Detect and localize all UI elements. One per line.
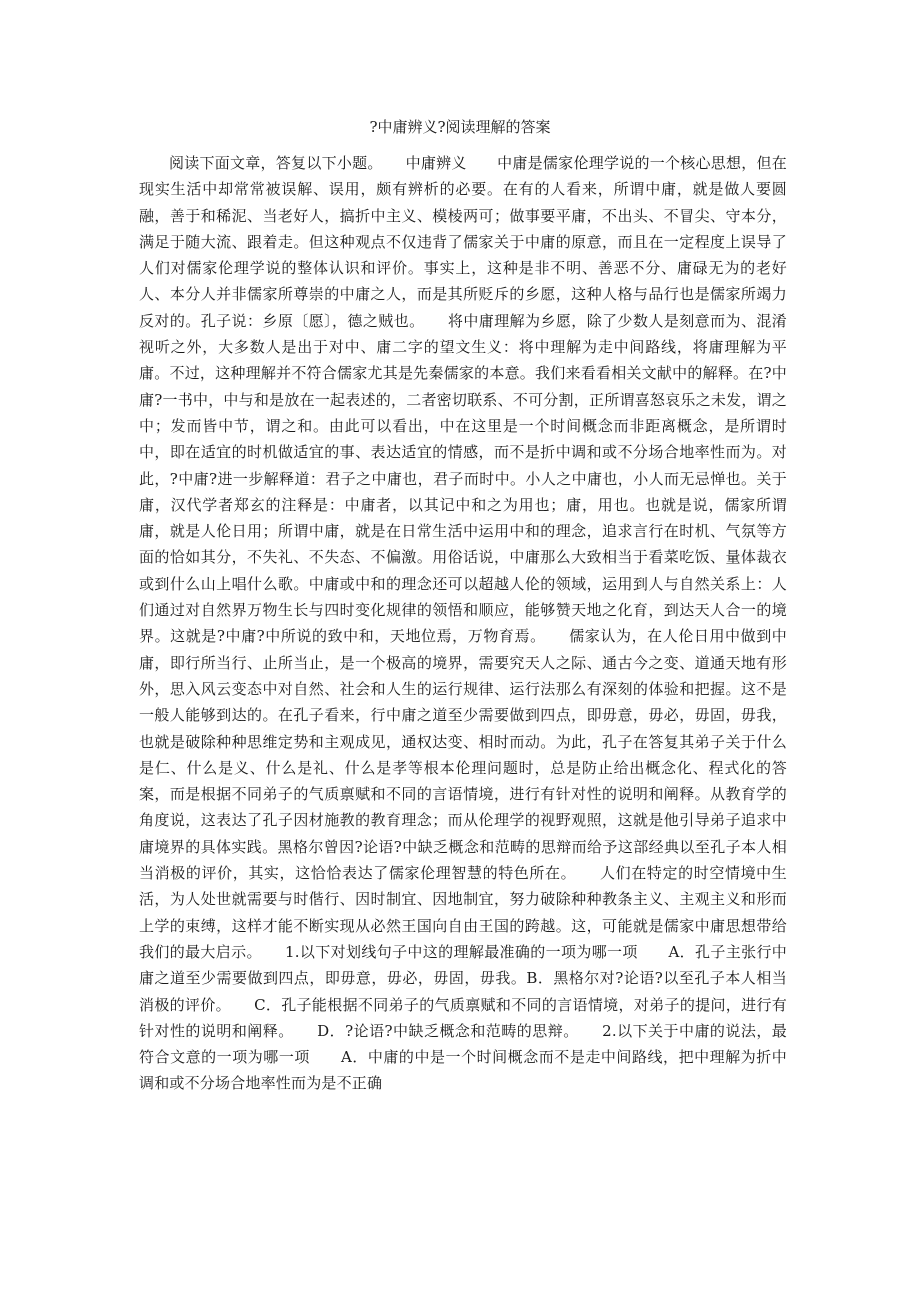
document-title: ?中庸辨义?阅读理解的答案 bbox=[369, 118, 551, 136]
document-body: 阅读下面文章，答复以下小题。 中庸辨义 中庸是儒家伦理学说的一个核心思想，但在现实生活中却常常被误解、误用，颇有辨析的必要。在有的人看来，所谓中庸，就是做人要圆融，善于和稀泥、当老好人，搞折中主义、模棱两可；做事要平庸，不出头、不冒尖、守本分，满足于随大流、跟着走。但这种观点不仅违背了儒家关于中庸的原意，而且在一定程度上误导了人们对儒家伦理学说的整体认识和评价。事实上，这种是非不明、善恶不分、庸碌无为的老好人、本分人并非儒家所尊崇的中庸之人，而是其所贬斥的乡愿，这种人格与品行也是儒家所竭力反对的。孔子说：乡原〔愿〕，德之贼也。 将中庸理解为乡愿，除了少数人是刻意而为、混淆视听之外，大多数人是出于对中、庸二字的望文生义：将中理解为走中间路线，将庸理解为平庸。不过，这种理解并不符合儒家尤其是先秦儒家的本意。我们来看看相关文献中的解释。在?中庸?一书中，中与和是放在一起表述的，二者密切联系、不可分割，正所谓喜怒哀乐之未发，谓之中；发而皆中节，谓之和。由此可以看出，中在这里是一个时间概念而非距离概念，是所谓时中，即在适宜的时机做适宜的事、表达适宜的情感，而不是折中调和或不分场合地率性而为。对此，?中庸?进一步解释道：君子之中庸也，君子而时中。小人之中庸也，小人而无忌惮也。关于庸，汉代学者郑玄的注释是：中庸者，以其记中和之为用也；庸，用也。也就是说，儒家所谓庸，就是人伦日用；所谓中庸，就是在日常生活中运用中和的理念，追求言行在时机、气氛等方面的恰如其分，不失礼、不失态、不偏激。用俗话说，中庸那么大致相当于看菜吃饭、量体裁衣或到什么山上唱什么歌。中庸或中和的理念还可以超越人伦的领域，运用到人与自然关系上：人们通过对自然界万物生长与四时变化规律的领悟和顺应，能够赞天地之化育，到达天人合一的境界。这就是?中庸?中所说的致中和，天地位焉，万物育焉。 儒家认为，在人伦日用中做到中庸，即行所当行、止所当止，是一个极高的境界，需要究天人之际、通古今之变、道通天地有形外，思入风云变态中对自然、社会和人生的运行规律、运行法那么有深刻的体验和把握。这不是一般人能够到达的。在孔子看来，行中庸之道至少需要做到四点，即毋意，毋必，毋固，毋我，也就是破除种种思维定势和主观成见，通权达变、相时而动。为此，孔子在答复其弟子关于什么是仁、什么是义、什么是礼、什么是孝等根本伦理问题时，总是防止给出概念化、程式化的答案，而是根据不同弟子的气质禀赋和不同的言语情境，进行有针对性的说明和阐释。从教育学的角度说，这表达了孔子因材施教的教育理念；而从伦理学的视野观照，这就是他引导弟子追求中庸境界的具体实践。黑格尔曾因?论语?中缺乏概念和范畴的思辩而给予这部经典以至孔子本人相当消极的评价，其实，这恰恰表达了儒家伦理智慧的特色所在。 人们在特定的时空情境中生活，为人处世就需要与时偕行、因时制宜、因地制宜，努力破除种种教条主义、主观主义和形而上学的束缚，这样才能不断实现从必然王国向自由王国的跨越。这，可能就是儒家中庸思想带给我们的最大启示。 1.以下对划线句子中这的理解最准确的一项为哪一项 A．孔子主张行中庸之道至少需要做到四点，即毋意，毋必，毋固，毋我。B．黑格尔对?论语?以至孔子本人相当消极的评价。 C．孔子能根据不同弟子的气质禀赋和不同的言语情境，对弟子的提问，进行有针对性的说明和阐释。 D．?论语?中缺乏概念和范畴的思辩。 2.以下关于中庸的说法，最符合文意的一项为哪一项 A．中庸的中是一个时间概念而不是走中间路线，把中理解为折中调和或不分场合地率性而为是不正确 bbox=[139, 154, 787, 1093]
